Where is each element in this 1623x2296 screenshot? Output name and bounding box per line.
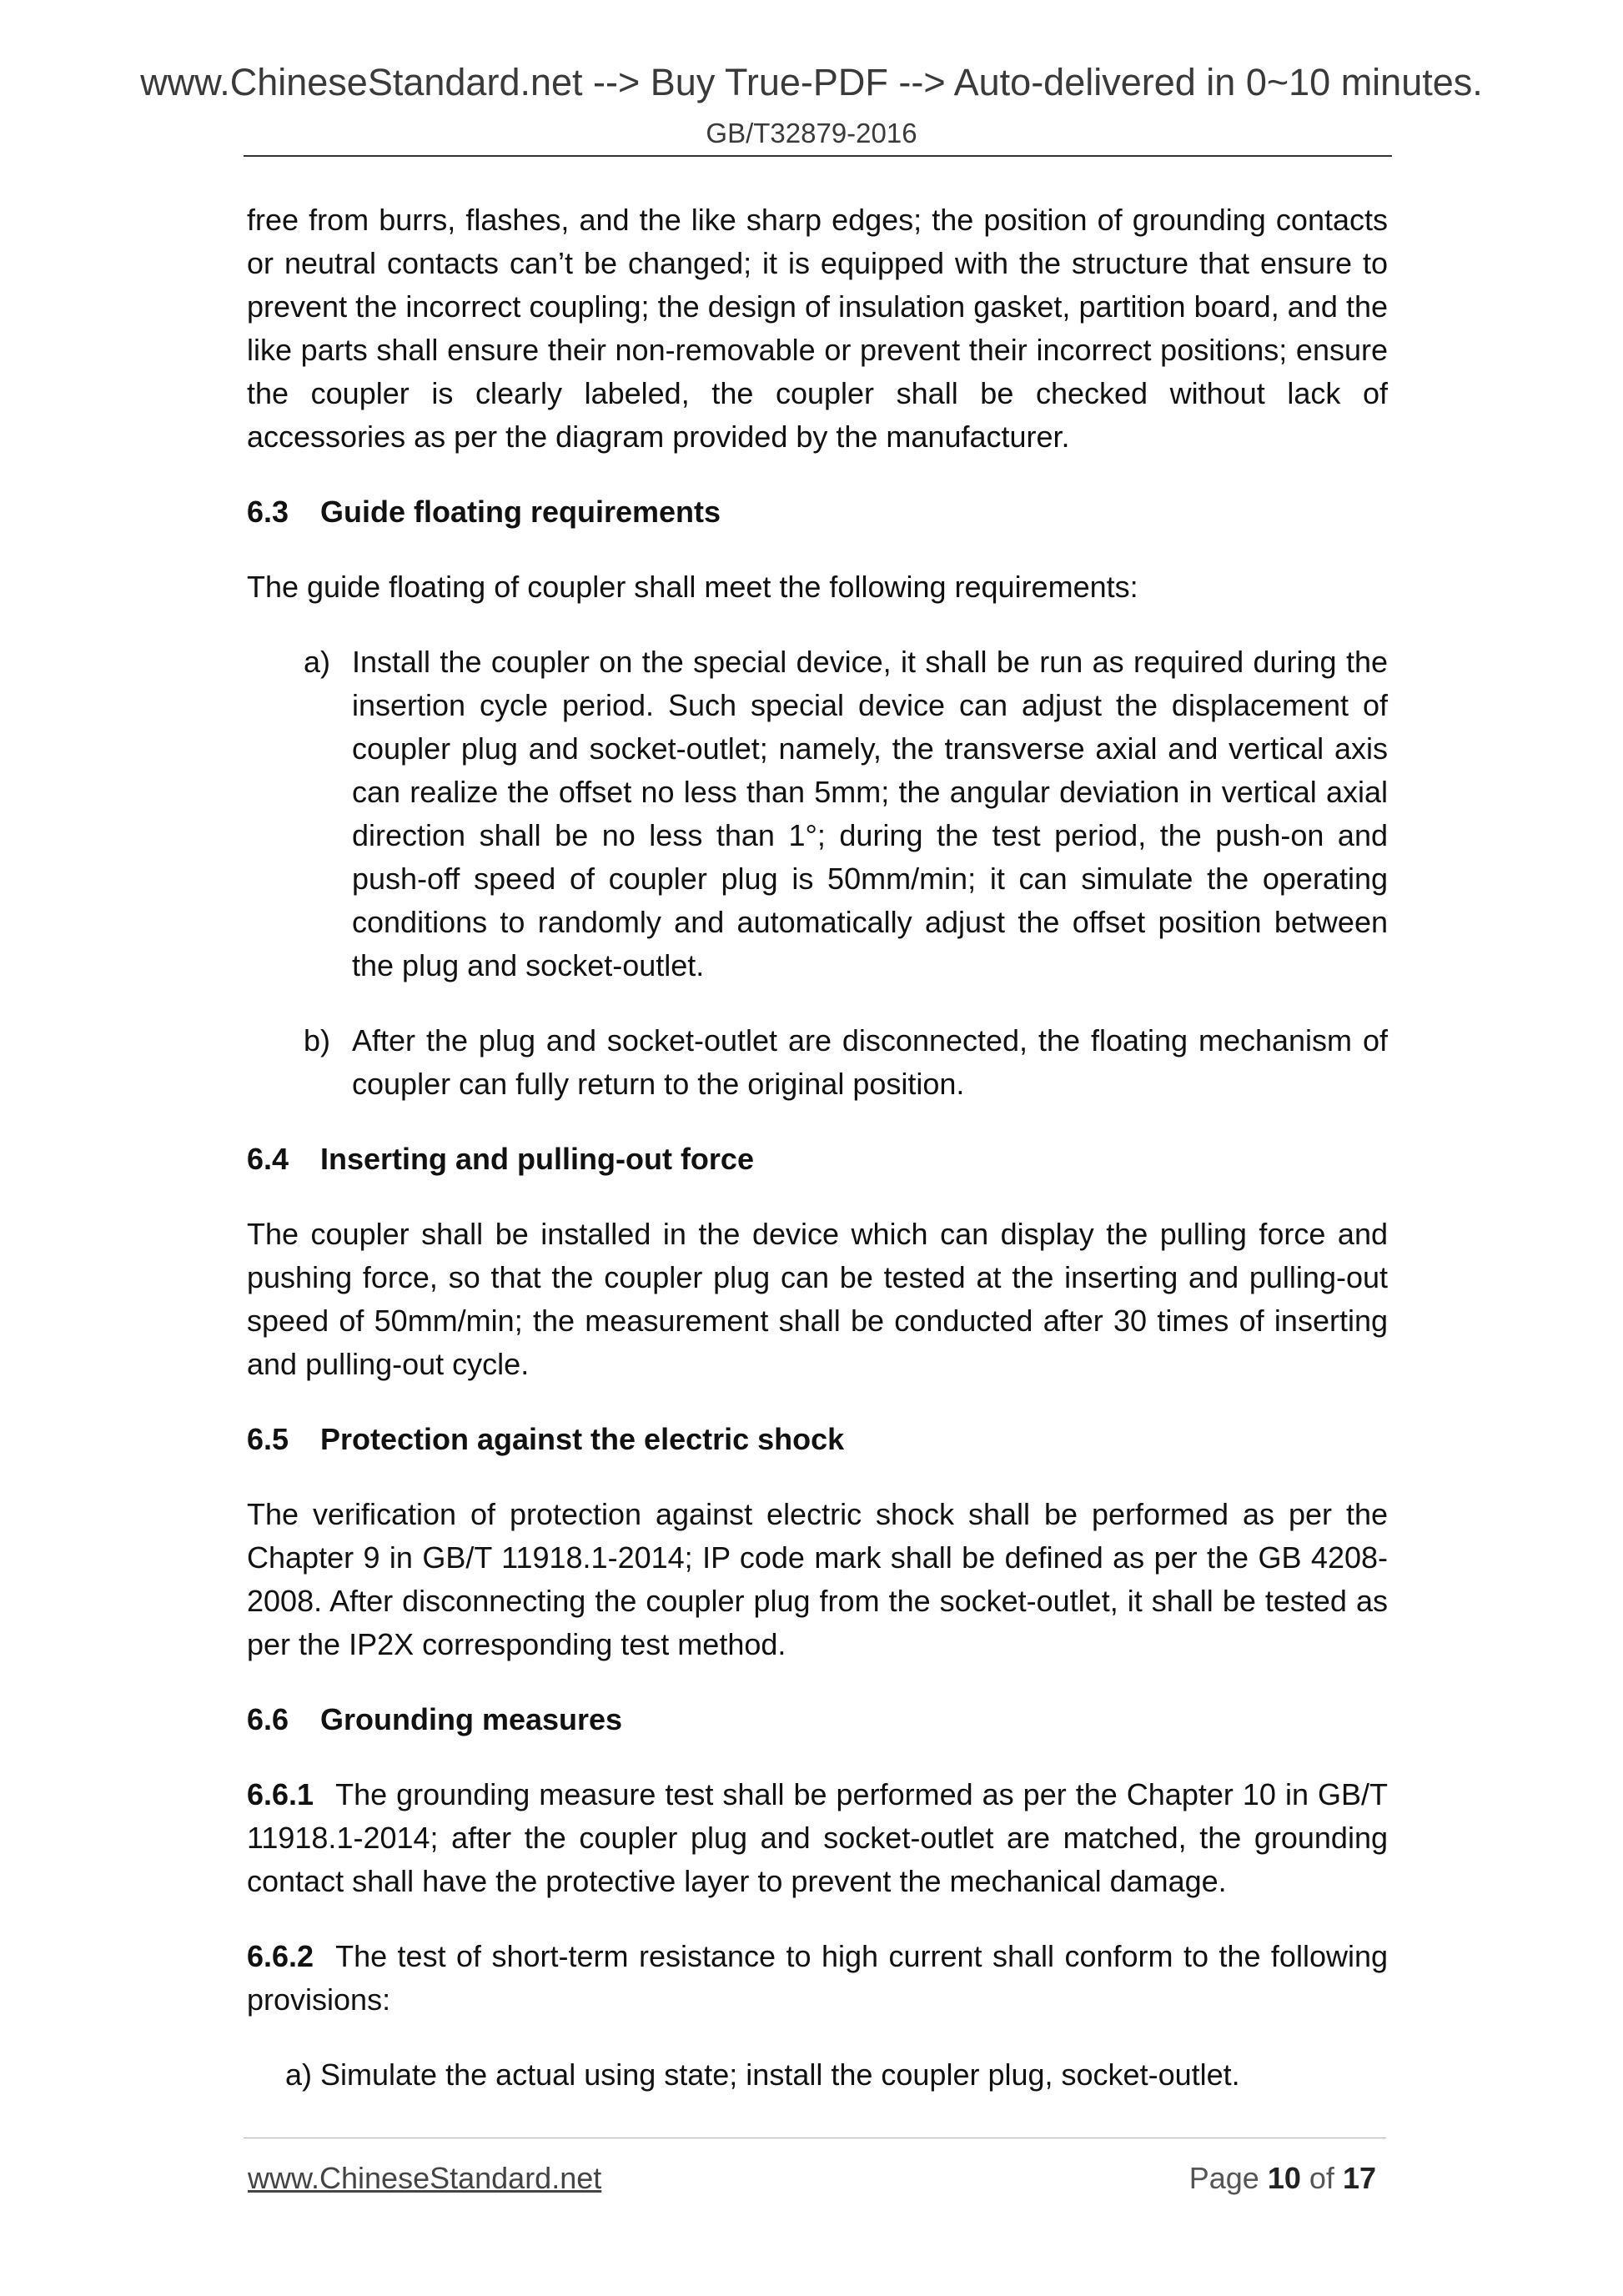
guide-floating-list xyxy=(247,641,1388,1106)
page-current: 10 xyxy=(1267,2161,1301,2195)
page-body xyxy=(247,198,1388,2097)
section-6-5-text: The verification of protection against electric shock shall be performed as per the Chapter 9 in GB/T 11918.1-2014; IP code mark shall be defined as per the GB 4208-2008. After disconnecting the coupler plug from the socket-outlet, it shall be tested as per the IP2X corresponding test method. xyxy=(247,1497,1388,1661)
section-title: Guide floating requirements xyxy=(320,495,721,529)
clause-6-6-2-item-a: a) Simulate the actual using state; install the coupler plug, socket-outlet. xyxy=(285,2057,1240,2092)
section-number: 6.6 xyxy=(247,1702,289,1736)
list-text: Install the coupler on the special device, it shall be run as required during the insertion cycle period. Such special device can adjust the displacement of coupler plug and socket-outlet; namely, the transverse axial and vertical axis can realize the offset no less than 5mm; the angular deviation in vertical axial direction shall be no less than 1°; during the test period, the push-on and push-off speed of coupler plug is 50mm/min; it can simulate the operating conditions to randomly and automatically adjust the offset position between the plug and socket-outlet. xyxy=(352,645,1388,982)
section-title: Protection against the electric shock xyxy=(320,1422,845,1456)
list-marker: b) xyxy=(304,1023,331,1058)
section-6-5-heading xyxy=(247,1418,1388,1461)
site-banner: www.ChineseStandard.net --> Buy True-PDF --> Auto-delivered in 0~10 minutes. xyxy=(140,61,1483,103)
section-title: Inserting and pulling-out force xyxy=(320,1142,754,1176)
section-6-3-lead: The guide floating of coupler shall meet the following requirements: xyxy=(247,570,1138,604)
page-word: Page xyxy=(1188,2161,1259,2195)
list-text: After the plug and socket-outlet are disconnected, the floating mechanism of coupler can fully return to the original position. xyxy=(352,1023,1388,1101)
page-of: of xyxy=(1309,2161,1334,2195)
clause-6-6-1 xyxy=(247,1773,1388,1903)
section-title: Grounding measures xyxy=(320,1702,623,1736)
clause-number: 6.6.1 xyxy=(247,1777,314,1811)
clause-text: The grounding measure test shall be performed as per the Chapter 10 in GB/T 11918.1-2014; after the coupler plug and socket-outlet are matched, the grounding contact shall have the protective layer to prevent the mechanical damage. xyxy=(247,1777,1388,1898)
section-6-4-heading xyxy=(247,1138,1388,1181)
section-6-6-heading xyxy=(247,1698,1388,1741)
section-number: 6.5 xyxy=(247,1422,289,1456)
page-total: 17 xyxy=(1342,2161,1376,2195)
list-item xyxy=(247,1019,1388,1106)
section-6-3-heading xyxy=(247,490,1388,534)
intro-paragraph: free from burrs, flashes, and the like sharp edges; the position of grounding contacts or neutral contacts can’t be changed; it is equipped with the structure that ensure to prevent the incorrect coupling; the design of insulation gasket, partition board, and the like parts shall ensure their non-removable or prevent their incorrect positions; ensure the coupler is clearly labeled, the coupler shall be checked without lack of accessories as per the diagram provided by the manufacturer. xyxy=(247,203,1388,454)
clause-number: 6.6.2 xyxy=(247,1939,314,1973)
footer-site-link[interactable]: www.ChineseStandard.net xyxy=(248,2161,602,2195)
clause-6-6-2 xyxy=(247,1935,1388,2022)
page-indicator xyxy=(1189,2163,1376,2193)
list-item xyxy=(247,641,1388,987)
header-divider xyxy=(244,155,1392,157)
section-number: 6.4 xyxy=(247,1142,289,1176)
section-6-4-text: The coupler shall be installed in the device which can display the pulling force and pushing force, so that the coupler plug can be tested at the inserting and pulling-out speed of 50mm/min; the measurement shall be conducted after 30 times of inserting and pulling-out cycle. xyxy=(247,1217,1388,1381)
document-number: GB/T32879-2016 xyxy=(706,118,917,148)
list-marker: a) xyxy=(304,645,331,679)
section-number: 6.3 xyxy=(247,495,289,529)
clause-text: The test of short-term resistance to high current shall conform to the following provisions: xyxy=(247,1939,1388,2017)
